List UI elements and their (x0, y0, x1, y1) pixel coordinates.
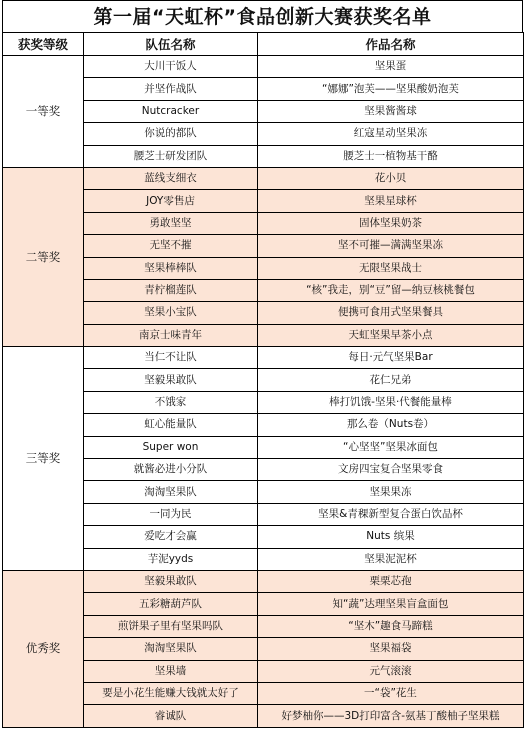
team-name-cell: 南京士味青年 (84, 324, 258, 346)
team-name-cell: 坚果小宝队 (84, 302, 258, 324)
team-name-cell: 睿诚队 (84, 705, 258, 727)
award-grade-cell: 三等奖 (3, 347, 84, 571)
work-name-cell: “心坚坚”坚果冰面包 (258, 436, 524, 458)
work-name-cell: 无限坚果战士 (258, 257, 524, 279)
team-name-cell: 淘淘坚果队 (84, 638, 258, 660)
team-name-cell: 一同为民 (84, 503, 258, 525)
team-name-cell: 煎饼果子里有坚果吗队 (84, 615, 258, 637)
work-name-cell: 坚果星球杯 (258, 190, 524, 212)
team-name-cell: 并坚作战队 (84, 78, 258, 100)
header-work: 作品名称 (258, 33, 524, 56)
work-name-cell: 花仁兄弟 (258, 369, 524, 391)
award-grade-cell: 二等奖 (3, 167, 84, 346)
team-name-cell: 蓝线支细衣 (84, 167, 258, 189)
work-name-cell: 坚果酱酱球 (258, 100, 524, 122)
team-name-cell: 坚毅果敢队 (84, 369, 258, 391)
award-grade-cell: 优秀奖 (3, 570, 84, 727)
work-name-cell: 坚果泥泥杯 (258, 548, 524, 570)
team-name-cell: 青柠榴莲队 (84, 279, 258, 301)
work-name-cell: 栗栗芯孢 (258, 570, 524, 592)
team-name-cell: 坚果棒棒队 (84, 257, 258, 279)
team-name-cell: 就酱必进小分队 (84, 459, 258, 481)
work-name-cell: 一“袋”花生 (258, 682, 524, 704)
table-row (3, 570, 524, 592)
work-name-cell: 坚果蛋 (258, 56, 524, 78)
team-name-cell: 腰芝士研发团队 (84, 145, 258, 167)
team-name-cell: Super won (84, 436, 258, 458)
work-name-cell: 便携可食用式坚果餐具 (258, 302, 524, 324)
work-name-cell: 花小贝 (258, 167, 524, 189)
work-name-cell: 知“蔬”达理坚果盲盒面包 (258, 593, 524, 615)
work-name-cell: Nuts 缤果 (258, 526, 524, 548)
work-name-cell: 坚果果冻 (258, 481, 524, 503)
table-row (3, 56, 524, 78)
work-name-cell: “坚木”趣食马蹄糕 (258, 615, 524, 637)
team-name-cell: 爱吃才会赢 (84, 526, 258, 548)
work-name-cell: 那么卷（Nuts卷） (258, 414, 524, 436)
team-name-cell: Nutcracker (84, 100, 258, 122)
team-name-cell: 坚毅果敢队 (84, 570, 258, 592)
work-name-cell: 元气滚滚 (258, 660, 524, 682)
work-name-cell: 文房四宝复合坚果零食 (258, 459, 524, 481)
award-table-body (3, 33, 524, 728)
work-name-cell: 固体坚果奶茶 (258, 212, 524, 234)
team-name-cell: 五彩糖葫芦队 (84, 593, 258, 615)
team-name-cell: 要是小花生能赚大钱就太好了 (84, 682, 258, 704)
work-name-cell: 坚果福袋 (258, 638, 524, 660)
work-name-cell: 红寇星动坚果冻 (258, 123, 524, 145)
work-name-cell: 坚果&青稞新型复合蛋白饮品杯 (258, 503, 524, 525)
team-name-cell: 淘淘坚果队 (84, 481, 258, 503)
award-sheet (2, 0, 523, 728)
team-name-cell: JOY零售店 (84, 190, 258, 212)
work-name-cell: 好梦柚你——3D打印富含-氨基丁酸柚子坚果糕 (258, 705, 524, 727)
work-name-cell: 天虹坚果早茶小点 (258, 324, 524, 346)
award-grade-cell: 一等奖 (3, 56, 84, 168)
work-name-cell: 腰芝士一植物基干酪 (258, 145, 524, 167)
header-row (3, 33, 524, 56)
team-name-cell: 当仁不让队 (84, 347, 258, 369)
header-team: 队伍名称 (84, 33, 258, 56)
award-table (2, 32, 524, 728)
team-name-cell: 不饿家 (84, 391, 258, 413)
team-name-cell: 芋泥yyds (84, 548, 258, 570)
header-grade: 获奖等级 (3, 33, 84, 56)
team-name-cell: 你说的都队 (84, 123, 258, 145)
table-row (3, 167, 524, 189)
work-name-cell: 每日·元气坚果Bar (258, 347, 524, 369)
team-name-cell: 无坚不摧 (84, 235, 258, 257)
team-name-cell: 大川干饭人 (84, 56, 258, 78)
team-name-cell: 勇敢坚坚 (84, 212, 258, 234)
work-name-cell: “娜娜”泡芙——坚果酸奶泡芙 (258, 78, 524, 100)
work-name-cell: “核”我走，别“豆”留—纳豆核桃餐包 (258, 279, 524, 301)
table-row (3, 347, 524, 369)
work-name-cell: 坚不可摧—满满坚果冻 (258, 235, 524, 257)
work-name-cell: 棒打饥饿-坚果·代餐能量棒 (258, 391, 524, 413)
page-title: 第一届“天虹杯”食品创新大赛获奖名单 (2, 0, 523, 32)
team-name-cell: 虹心能量队 (84, 414, 258, 436)
team-name-cell: 坚果墙 (84, 660, 258, 682)
